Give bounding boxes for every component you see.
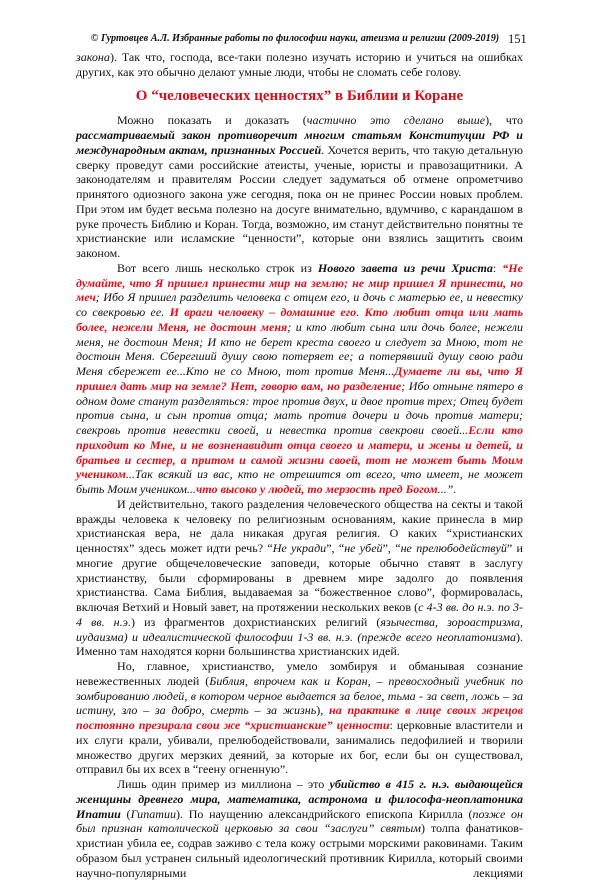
emphasized-text: ; Ибо отныне пятеро в одном доме станут разделяться: трое против двух, и двое против трех; Отец будет против сына, и сын против отца; мать против дочери и дочь против матери; свекровь против невестки своей, и невестка против свекрови своей... — [76, 378, 523, 437]
text-run: Но, главное, христианство, умело зомбируя и обманывая сознание невежественных людей ( — [76, 659, 523, 688]
emphasized-text: Гипатии — [130, 806, 177, 821]
emphasized-text: убийство в 415 г. н.э. выдающейся женщины древнего мира, математика, астронома и философа-неоплатоника Ипатии — [76, 777, 524, 821]
text-run: И действительно, такого разделения человеческого общества на секты и такой вражды человека к человеку по религиозным основаниям, какие принесла в мир христианская вера, не дала никакая другая религия. О каких “христианских ценностях” здесь может идти речь? “ — [76, 496, 523, 555]
text-run: ). Именно там находятся корни большинства христианских идей. — [76, 629, 523, 659]
highlighted-text: на практике в лице своих жрецов постоянно презирала свои же “христианские” ценности — [76, 703, 523, 732]
highlighted-text: “Не думайте, что Я пришел принести мир на землю; не мир пришел Я принести, но меч — [76, 260, 523, 305]
paragraph-continuation — [76, 50, 523, 80]
emphasized-text: закона — [76, 50, 110, 64]
emphasized-text: Не укради — [272, 541, 327, 555]
running-header: © Гуртовцев А.Л. Избранные работы по философии науки, атеизма и религии (2009-2019) — [90, 33, 500, 44]
text-run: ). По наущению александрийского епископа Кирилла ( — [176, 806, 473, 821]
paragraph-bible-quote — [76, 261, 523, 497]
text-run: Лишь один пример из миллиона – это — [117, 777, 330, 791]
paragraph — [76, 659, 523, 777]
emphasized-text: ; и кто любит сына или дочь более, нежели меня, не достоин Меня; И кто не берет креста своего и следует за Мною, тот не достоин Меня. Сберегший душу свою потеряет ее; а потерявший душу свою ради Меня сбережет ее...Кто не со Мною, тот против Меня... — [76, 319, 523, 378]
text-run: ), что — [485, 113, 523, 128]
emphasized-text: Нового завета из речи Христа — [317, 260, 493, 275]
emphasized-text: . — [356, 305, 365, 319]
emphasized-text: позже он был признан католической церковью за свои “заслуги” святым — [76, 806, 523, 836]
text-run: ”, “ — [382, 541, 401, 555]
text-run: ) толпа фанатиков-христиан убила ее, содрав заживо с тела кожу острыми морскими раковинами. Таким образом был устранен сильный идеологический противник Кирилла, который своими научно-популярными лекциями — [76, 821, 523, 880]
emphasized-text: Библия, впрочем как и Коран, – превосходный учебник по зомбированию людей, в котором черное выдается за белое, тьма - за свет, ложь – за истину, зло – за добро, смерть – за жизнь — [76, 673, 523, 718]
paragraph — [76, 777, 523, 880]
highlighted-text: Если кто приходит ко Мне, и не возненавидит отца своего и матери, и жены и детей, и братьев и сестер, а притом и самой жизни своей, тот не может быть Моим учеником — [76, 423, 523, 482]
highlighted-text: Думаете ли вы, что Я пришел дать мир на земле? Нет, говорю вам, но разделение — [76, 364, 524, 393]
text-run: ), — [316, 703, 329, 718]
highlighted-text: Кто любит отца или мать более, нежели Меня, не достоин меня — [76, 305, 524, 334]
highlighted-text: И враги человеку – домашние его — [169, 305, 357, 319]
section-heading: О “человеческих ценностях” в Библии и Коране — [135, 87, 464, 104]
emphasized-text: ; Ибо Я пришел разделить человека с отцем его, и дочь с матерью ее, и невестку со свекровью ее. — [76, 290, 523, 319]
paragraph — [76, 113, 523, 261]
text-run: : — [492, 260, 503, 275]
text-run: ”, “ — [326, 541, 345, 555]
page-number: 151 — [508, 32, 527, 46]
emphasized-text: язычества, зороастризма, иудаизма) и идеалистической философии 1-3 вв. н.э. (прежде всего неоплатонизма — [76, 614, 523, 644]
text-run: ). Так что, господа, все-таки полезно изучать историю и учиться на ошибках других, как это обычно делают умные люди, чтобы не сломать себе голову. — [76, 50, 523, 79]
text-run: Вот всего лишь несколько строк из — [117, 260, 318, 275]
text-run: . Хочется верить, что такую детальную сверку проведут сами российские атеисты, ученые, юристы и правозащитники. А законодателям и правителям России следует задуматься об отмене опрометчиво принятого одиозного закона уже сегодня, пока он не принес России новых проблем. При этом им будет весьма полезно на досуге внимательно, вдумчиво, с карандашом в руке прочесть Библию и Коран. Тогда, возможно, им станут действительно понятны те христианские или исламские “ценности”, которые они взялись защитить своим законом. — [76, 142, 523, 260]
text-run: ( — [120, 806, 131, 821]
emphasized-text: частично это сделано выше — [306, 113, 486, 128]
emphasized-text: ...Так всякий из вас, кто не отрешится от всего, что имеет, не может быть Моим учеником... — [76, 467, 523, 496]
paragraph — [76, 497, 523, 659]
text-run: Можно показать и доказать ( — [117, 113, 307, 128]
emphasized-text: рассматриваемый закон противоречит многим статьям Конституции РФ и международным актам, признанных Россией — [76, 128, 523, 157]
emphasized-text: с 4-3 вв. до н.э. по 3-4 вв. н.э. — [76, 600, 524, 629]
highlighted-text: что высоко у людей, то мерзость пред Богом — [195, 482, 438, 496]
emphasized-text: не прелюбодействуй — [400, 541, 507, 555]
emphasized-text: не убей — [344, 541, 383, 555]
text-run: ) из фрагментов дохристианских религий ( — [131, 614, 381, 629]
text-run: : церковные властители и их слуги крали, убивали, прелюбодействовали, занимались педофилией и творили множество других мерзких деяний, за которые их бог, если бы он существовал, отправил бы их всех в “геену огненную”. — [76, 718, 523, 777]
page-body — [76, 50, 523, 880]
emphasized-text: ...”. — [437, 482, 457, 496]
text-run: ” и многие другие общечеловеческие заповеди, которые обычно ставят в заслугу христианству, были сформированы в древнем мире задолго до появления христианства. Сама Библия, выдаваемая за “божественное слово”, формировалась, включая Ветхий и Новый завет, на протяжении нескольких веков ( — [76, 541, 523, 614]
